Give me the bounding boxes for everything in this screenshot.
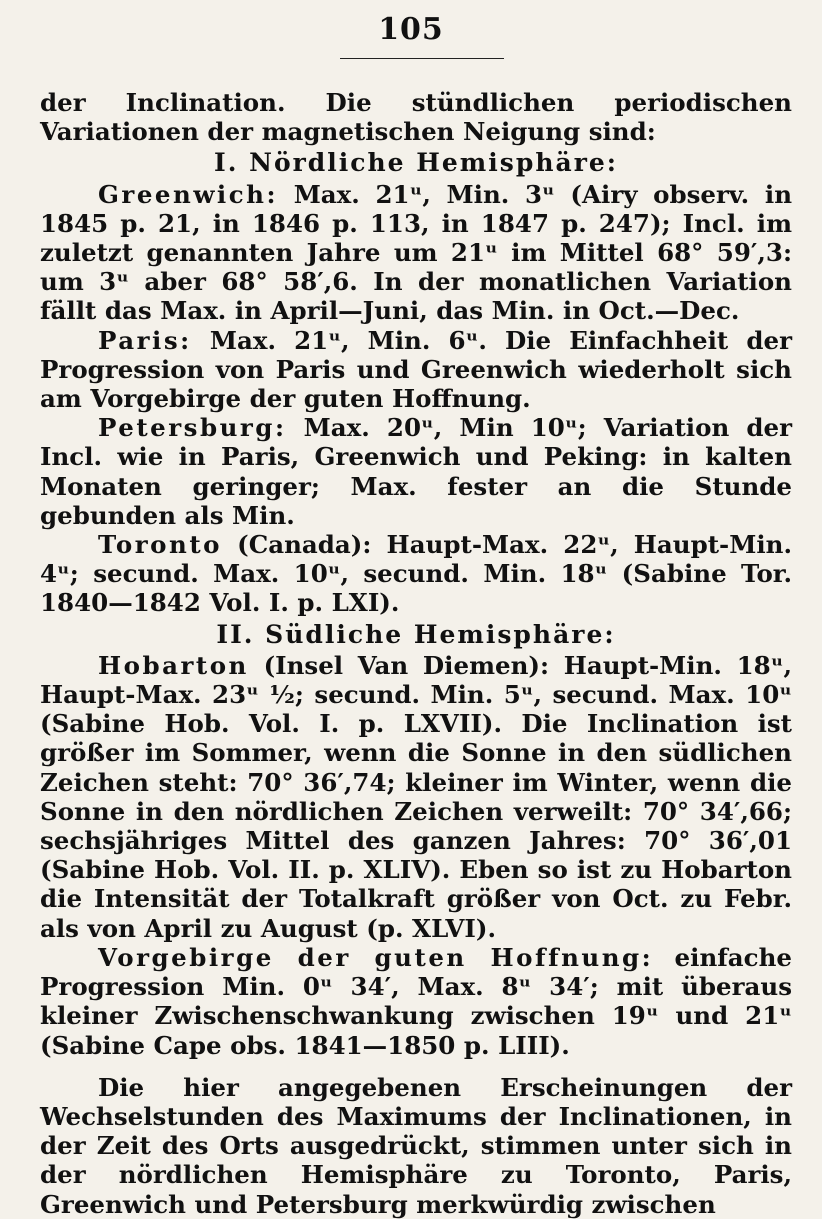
closing-paragraph: Die hier angegebenen Erscheinungen der Wechselstunden des Maximums der Inclinationen, in der Zeit des Orts ausgedrückt, stimmen unter sich in der nördlichen Hemisphäre zu Toronto, Paris, Greenwich und Petersburg merkwürdig zwischen	[40, 1072, 792, 1219]
page-number: 105	[378, 12, 444, 47]
entry-hobarton	[40, 651, 792, 943]
place-name: Paris:	[98, 325, 192, 355]
entry-text: (Insel Van Diemen): Haupt-Min. 18ᵘ, Haupt-Max. 23ᵘ ½; secund. Min. 5ᵘ, secund. Max. 10ᵘ (Sabine Hob. Vol. I. p. LXVII). Die Inclination ist größer im Sommer, wenn die Sonne in den südlichen Zeichen steht: 70° 36′,74; kleiner im Winter, wenn die Sonne in den nördlichen Zeichen verweilt: 70° 34′,66; sechsjähriges Mittel des ganzen Jahres: 70° 36′,01 (Sabine Hob. Vol. II. p. XLIV). Eben so ist zu Hobarton die Intensität der Totalkraft größer von Oct. zu Febr. als von April zu August (p. XLVI).	[40, 650, 792, 943]
header-rule	[340, 58, 504, 59]
entry-greenwich	[40, 180, 792, 326]
place-name: Hobarton	[98, 650, 249, 680]
body-text	[40, 88, 792, 1219]
entry-petersburg	[40, 413, 792, 530]
entry-text: Max. 21ᵘ, Min. 6ᵘ. Die Einfachheit der Progression von Paris und Greenwich wiederholt sich am Vorgebirge der guten Hoffnung.	[40, 325, 792, 414]
section-heading-south: II. Südliche Hemisphäre:	[216, 619, 616, 649]
entry-paris	[40, 326, 792, 414]
place-name: Vorgebirge der guten Hoffnung:	[98, 942, 654, 972]
section-heading-north: I. Nördliche Hemisphäre:	[214, 148, 618, 178]
entry-text: Max. 20ᵘ, Min 10ᵘ; Variation der Incl. wie in Paris, Greenwich und Peking: in kalten Monaten geringer; Max. fester an die Stunde gebunden als Min.	[40, 413, 793, 530]
intro-paragraph: der Inclination. Die stündlichen periodischen Variationen der magnetischen Neigung sind:	[40, 88, 792, 147]
entry-toronto	[40, 530, 792, 618]
entry-text: Max. 21ᵘ, Min. 3ᵘ (Airy observ. in 1845 p. 21, in 1846 p. 113, in 1847 p. 247); Incl. im zuletzt genannten Jahre um 21ᵘ im Mittel 68° 59′,3: um 3ᵘ aber 68° 58′,6. In der monatlichen Variation fällt das Max. in April—Juni, das Min. in Oct.—Dec.	[40, 179, 793, 326]
place-name: Petersburg:	[98, 413, 287, 443]
place-name: Toronto	[98, 530, 222, 560]
entry-text: (Canada): Haupt-Max. 22ᵘ, Haupt-Min. 4ᵘ; secund. Max. 10ᵘ, secund. Min. 18ᵘ (Sabine Tor. 1840—1842 Vol. I. p. LXI).	[40, 530, 792, 618]
entry-cape	[40, 943, 792, 1060]
place-name: Greenwich:	[98, 179, 278, 209]
entry-text: einfache Progression Min. 0ᵘ 34′, Max. 8ᵘ 34′; mit überaus kleiner Zwischenschwankung zwischen 19ᵘ und 21ᵘ (Sabine Cape obs. 1841—1850 p. LIII).	[40, 942, 792, 1060]
